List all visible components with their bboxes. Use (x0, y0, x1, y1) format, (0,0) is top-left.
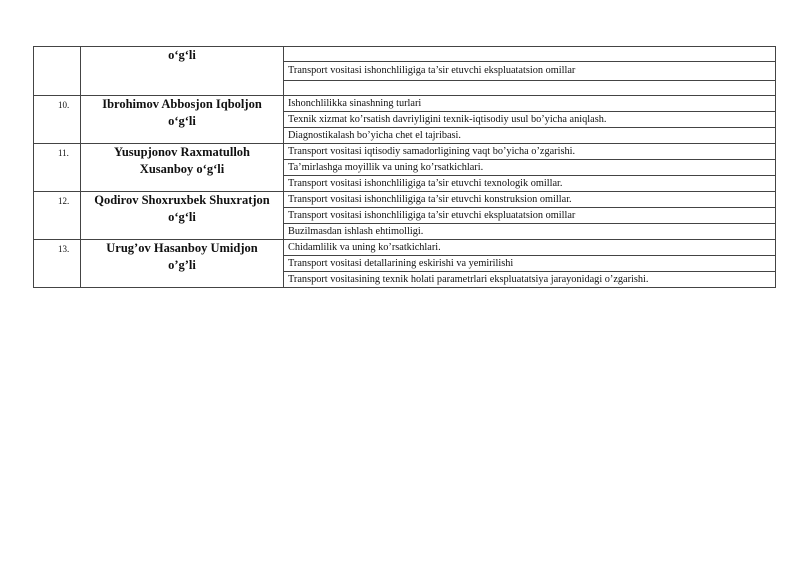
row-number: 10. (34, 96, 81, 144)
row-number: 11. (34, 144, 81, 192)
student-name-line: Ibrohimov Abbosjon Iqboljon (102, 97, 262, 111)
topic-cell: Ta’mirlashga moyillik va uning ko’rsatkichlari. (284, 160, 776, 176)
table-row (34, 192, 776, 208)
topic-cell: Transport vositasi ishonchliligiga ta’sir etuvchi konstruksion omillar. (284, 192, 776, 208)
topic-cell (284, 47, 776, 62)
table-row (34, 240, 776, 256)
student-name (81, 144, 284, 192)
student-name-line: o‘g‘li (168, 114, 196, 128)
table-row (34, 96, 776, 112)
topic-cell: Diagnostikalash bo’yicha chet el tajribasi. (284, 128, 776, 144)
topic-cell: Transport vositasi iqtisodiy samadorligining vaqt bo’yicha o’zgarishi. (284, 144, 776, 160)
student-name-line: Xusanboy o‘g‘li (139, 162, 225, 176)
topic-cell: Chidamlilik va uning ko’rsatkichlari. (284, 240, 776, 256)
student-name (81, 240, 284, 288)
row-number (34, 47, 81, 96)
student-name-line: Qodirov Shoxruxbek Shuxratjon (94, 193, 270, 207)
student-name (81, 96, 284, 144)
topic-cell: Transport vositasi ishonchliligiga ta’sir etuvchi ekspluatatsion omillar (284, 62, 776, 81)
student-name-line: Yusupjonov Raxmatulloh (113, 145, 251, 159)
row-number: 13. (34, 240, 81, 288)
topic-cell: Transport vositasi detallarining eskirishi va yemirilishi (284, 256, 776, 272)
student-name (81, 47, 284, 96)
student-name-line: o‘g‘li (168, 210, 196, 224)
document-page (33, 46, 775, 288)
student-name (81, 192, 284, 240)
topic-cell: Transport vositasi ishonchliligiga ta’sir etuvchi ekspluatatsion omillar (284, 208, 776, 224)
topic-cell: Transport vositasining texnik holati parametrlari ekspluatatsiya jarayonidagi o’zgarishi. (284, 272, 776, 288)
topic-cell-empty (284, 81, 776, 96)
topic-cell: Ishonchlilikka sinashning turlari (284, 96, 776, 112)
topics-table (33, 46, 776, 288)
row-number: 12. (34, 192, 81, 240)
table-row (34, 144, 776, 160)
student-name-line: o‘g‘li (168, 48, 196, 62)
student-name-line: Urug’ov Hasanboy Umidjon (106, 241, 258, 255)
student-name-line: o’g’li (168, 258, 196, 272)
table-row (34, 47, 776, 62)
topic-cell: Buzilmasdan ishlash ehtimolligi. (284, 224, 776, 240)
topic-cell: Transport vositasi ishonchliligiga ta’sir etuvchi texnologik omillar. (284, 176, 776, 192)
topic-cell: Texnik xizmat ko’rsatish davriyligini texnik-iqtisodiy usul bo’yicha aniqlash. (284, 112, 776, 128)
